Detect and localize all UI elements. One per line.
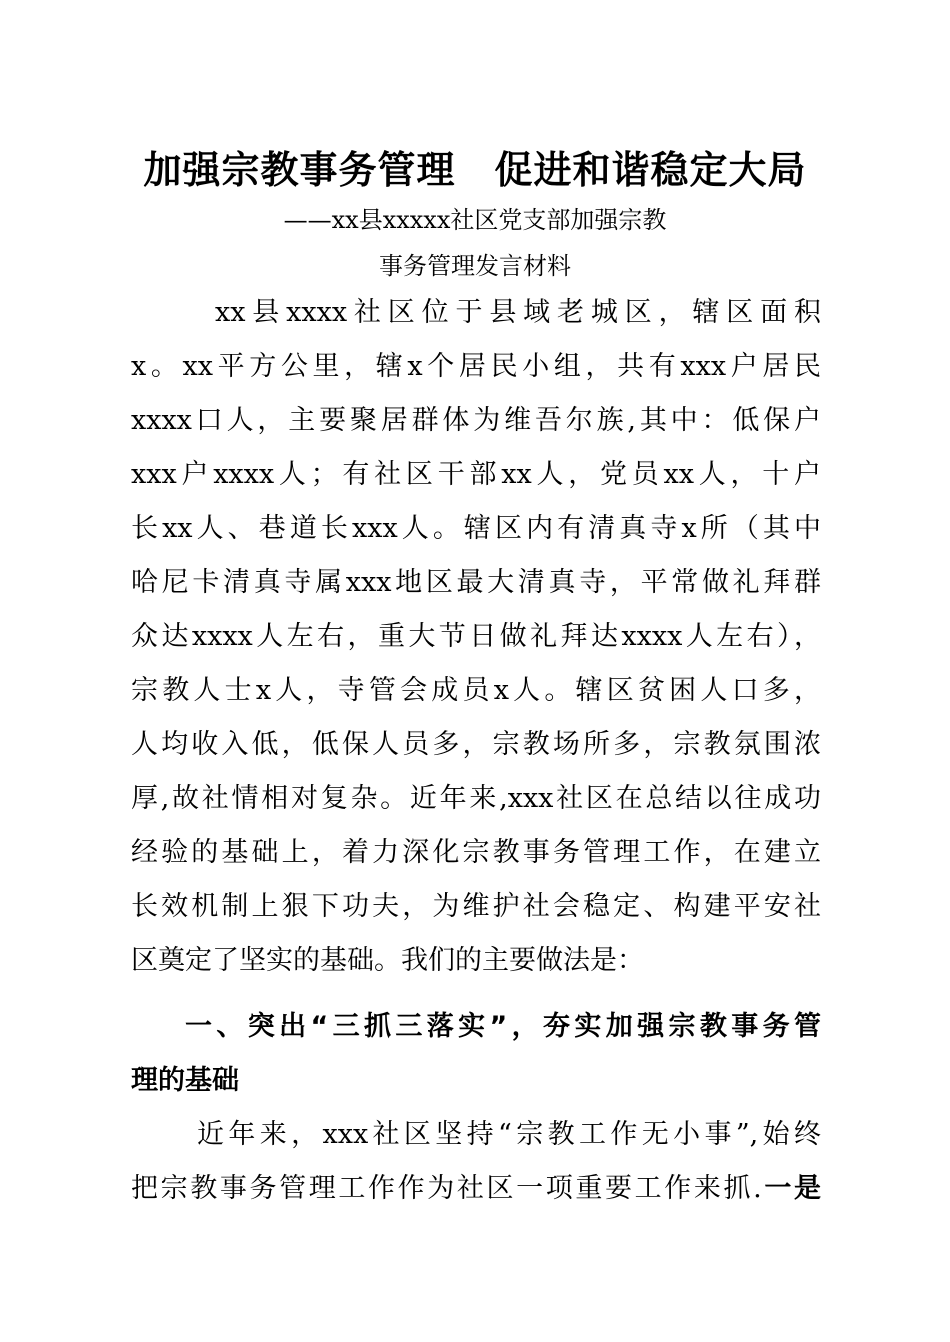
paragraph-line: 区奠定了坚实的基础。我们的主要做法是：: [131, 945, 644, 976]
paragraph-line: xxx户xxxx人；有社区干部xx人，党员xx人，十户: [131, 459, 821, 490]
section-heading-line: 一、突出“三抓三落实”，夯实加强宗教事务管: [185, 1011, 821, 1042]
paragraph-line: [131, 1162, 821, 1216]
paragraph-section-1: [131, 1108, 821, 1216]
paragraph-line: 厚,故社情相对复杂。近年来,xxx社区在总结以往成功: [131, 783, 821, 814]
document-title: 加强宗教事务管理 促进和谐稳定大局: [143, 147, 807, 192]
document-subtitle-line-2: 事务管理发言材料: [379, 252, 571, 280]
section-heading-1: [131, 1000, 821, 1108]
paragraph-line: 长xx人、巷道长xxx人。辖区内有清真寺x所（其中: [131, 513, 821, 544]
paragraph-line: 众达xxxx人左右，重大节日做礼拜达xxxx人左右），: [131, 621, 821, 652]
paragraph-intro: [131, 286, 821, 988]
section-heading-line: 理的基础: [131, 1065, 239, 1096]
paragraph-line: 经验的基础上，着力深化宗教事务管理工作，在建立: [131, 837, 821, 868]
paragraph-line: xxxx口人，主要聚居群体为维吾尔族,其中：低保户: [131, 405, 821, 436]
paragraph-text: 把宗教事务管理工作作为社区一项重要工作来抓.: [131, 1173, 762, 1204]
paragraph-line: 近年来，xxx社区坚持“宗教工作无小事”,始终: [197, 1119, 821, 1150]
document-subtitle-line-1: ——xx县xxxxx社区党支部加强宗教: [283, 206, 667, 234]
paragraph-line: 哈尼卡清真寺属xxx地区最大清真寺，平常做礼拜群: [131, 567, 821, 598]
paragraph-line: 长效机制上狠下功夫，为维护社会稳定、构建平安社: [131, 891, 821, 922]
paragraph-line: xx县xxxx社区位于县域老城区，辖区面积: [215, 297, 821, 328]
paragraph-line: 人均收入低，低保人员多，宗教场所多，宗教氛围浓: [131, 729, 821, 760]
paragraph-line: x。xx平方公里，辖x个居民小组，共有xxx户居民: [131, 351, 821, 382]
emphasis-text: 一是: [761, 1173, 822, 1204]
paragraph-line: 宗教人士x人，寺管会成员x人。辖区贫困人口多，: [131, 675, 821, 706]
